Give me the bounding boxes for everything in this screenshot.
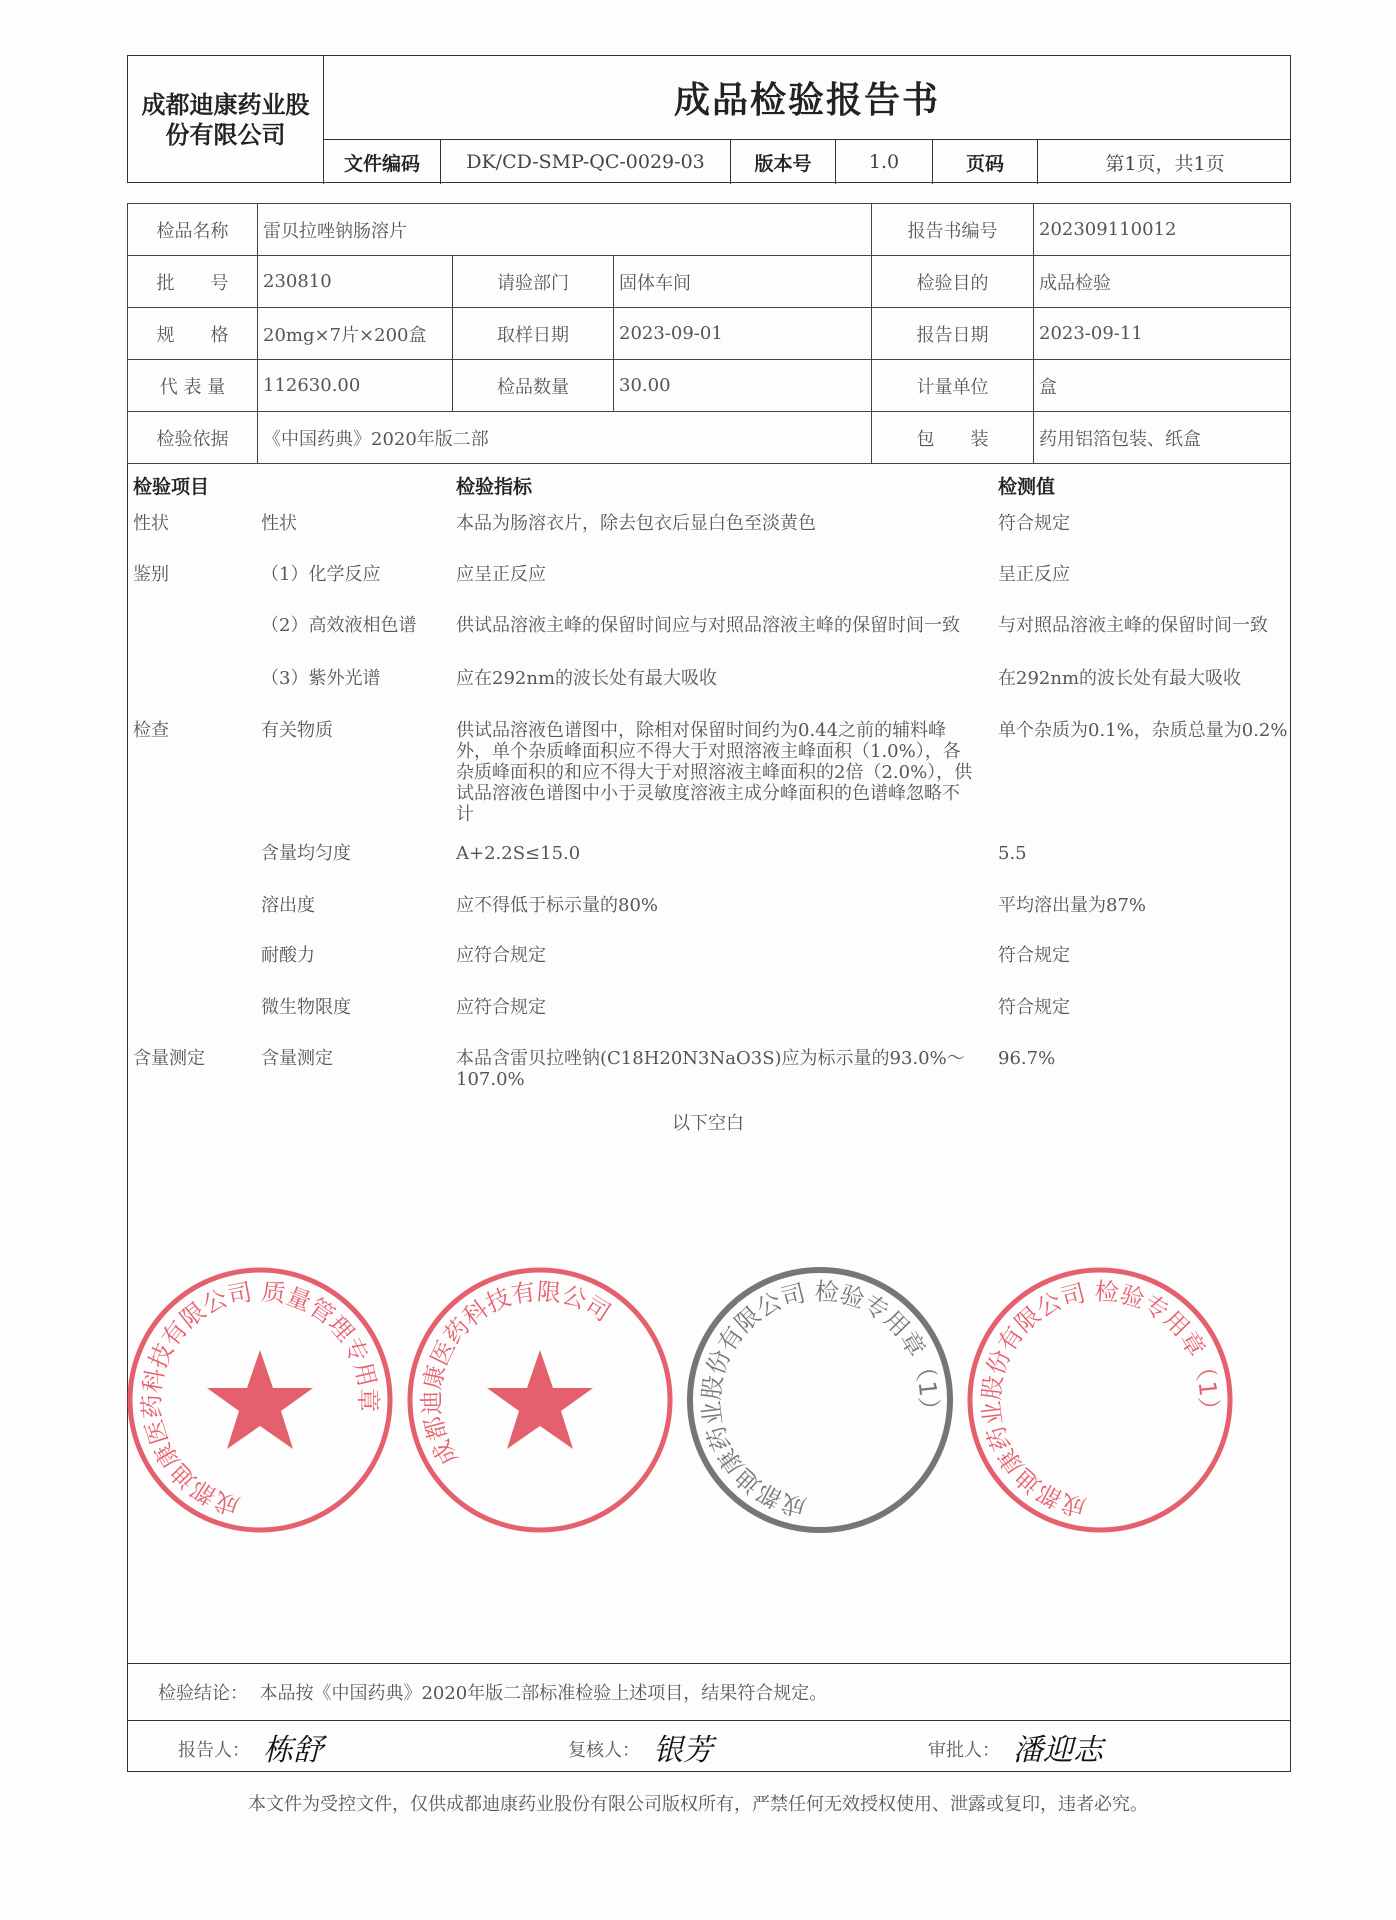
- report-no-label: 报告书编号: [872, 204, 1034, 256]
- sample-qty: 30.00: [614, 360, 872, 412]
- approver-label: 审批人：: [928, 1740, 1000, 1761]
- result-category: 含量测定: [133, 1048, 205, 1069]
- document-header: [127, 55, 1291, 183]
- stamp-left-text: 成都迪康医药科技有限公司 质量管理专用章: [137, 1277, 383, 1520]
- result-value: 单个杂质为0.1%，杂质总量为0.2%: [998, 720, 1288, 741]
- batch: 230810: [258, 256, 453, 308]
- result-value: 呈正反应: [998, 564, 1070, 585]
- result-standard: 本品为肠溶衣片，除去包衣后显白色至淡黄色: [456, 513, 816, 534]
- version-label: 版本号: [731, 140, 836, 184]
- result-subitem: 有关物质: [261, 720, 333, 741]
- result-subitem: 耐酸力: [261, 945, 315, 966]
- spec: 20mg×7片×200盒: [258, 308, 453, 360]
- unit: 盒: [1034, 360, 1291, 412]
- result-subitem: 含量均匀度: [261, 843, 351, 864]
- result-value: 5.5: [998, 843, 1027, 864]
- purpose: 成品检验: [1034, 256, 1291, 308]
- result-value: 平均溶出量为87%: [998, 895, 1147, 916]
- product-name: 雷贝拉唑钠肠溶片: [258, 204, 872, 256]
- doc-code: DK/CD-SMP-QC-0029-03: [441, 140, 731, 184]
- result-standard: 应符合规定: [456, 945, 546, 966]
- purpose-label: 检验目的: [872, 256, 1034, 308]
- reporter-signature: 栋舒: [263, 1733, 323, 1768]
- result-subitem: （2）高效液相色谱: [261, 615, 417, 636]
- page-number: 第1页，共1页: [1105, 152, 1225, 175]
- result-subitem: 微生物限度: [261, 997, 351, 1018]
- sample-date: 2023-09-01: [614, 308, 872, 360]
- batch-label: 批 号: [128, 256, 258, 308]
- report-date: 2023-09-11: [1034, 308, 1291, 360]
- end-note: 以下空白: [672, 1113, 744, 1134]
- reviewer-label: 复核人：: [568, 1740, 640, 1761]
- result-value: 符合规定: [998, 945, 1070, 966]
- qty-label: 代 表 量: [128, 360, 258, 412]
- result-subitem: 性状: [261, 513, 297, 534]
- qty: 112630.00: [258, 360, 453, 412]
- col-header-standard: 检验指标: [456, 476, 533, 498]
- stamp-right-text: 成都迪康药业股份有限公司 检验专用章（1）: [977, 1277, 1223, 1522]
- stamp-middle-text: 成都迪康医药科技有限公司: [417, 1277, 616, 1470]
- result-subitem: （1）化学反应: [261, 564, 381, 585]
- pack: 药用铝箔包装、纸盒: [1034, 412, 1291, 464]
- result-subitem: 含量测定: [261, 1048, 333, 1069]
- result-standard: 本品含雷贝拉唑钠(C18H20N3NaO3S)应为标示量的93.0%～107.0%: [456, 1048, 965, 1090]
- doc-code-label: 文件编码: [324, 140, 441, 184]
- result-category: 鉴别: [133, 564, 169, 585]
- pack-label: 包 装: [872, 412, 1034, 464]
- info-table: [127, 203, 1291, 464]
- result-value: 符合规定: [998, 997, 1070, 1018]
- dept-label: 请验部门: [453, 256, 614, 308]
- result-value: 与对照品溶液主峰的保留时间一致: [998, 615, 1268, 636]
- dept: 固体车间: [614, 256, 872, 308]
- result-standard: A+2.2S≤15.0: [456, 843, 581, 864]
- result-subitem: （3）紫外光谱: [261, 668, 381, 689]
- result-value: 96.7%: [998, 1048, 1056, 1069]
- conclusion-text: 本品按《中国药典》2020年版二部标准检验上述项目，结果符合规定。: [259, 1683, 828, 1704]
- results-section: [127, 463, 1291, 1663]
- col-header-value: 检测值: [998, 476, 1056, 498]
- sample-qty-label: 检品数量: [453, 360, 614, 412]
- result-value: 符合规定: [998, 513, 1070, 534]
- sample-date-label: 取样日期: [453, 308, 614, 360]
- document-title: 成品检验报告书: [324, 56, 1290, 140]
- report-date-label: 报告日期: [872, 308, 1034, 360]
- conclusion-row: [127, 1663, 1291, 1720]
- spec-label: 规 格: [128, 308, 258, 360]
- conclusion-label: 检验结论：: [158, 1683, 248, 1704]
- result-category: 检查: [133, 720, 169, 741]
- product-name-label: 检品名称: [128, 204, 258, 256]
- result-subitem: 溶出度: [261, 895, 315, 916]
- result-standard: 应不得低于标示量的80%: [456, 895, 659, 916]
- result-standard: 应在292nm的波长处有最大吸收: [456, 668, 718, 689]
- basis: 《中国药典》2020年版二部: [258, 412, 872, 464]
- result-category: 性状: [133, 513, 169, 534]
- col-header-item: 检验项目: [133, 476, 210, 498]
- reviewer-signature: 银芳: [653, 1733, 713, 1768]
- company-name: 成都迪康药业股份有限公司: [128, 56, 324, 184]
- result-standard: 应符合规定: [456, 997, 546, 1018]
- page-label: 页码: [933, 140, 1038, 184]
- version: 1.0: [836, 140, 933, 184]
- signature-row: [127, 1720, 1291, 1772]
- unit-label: 计量单位: [872, 360, 1034, 412]
- reporter-label: 报告人：: [178, 1740, 250, 1761]
- result-standard: 供试品溶液色谱图中，除相对保留时间约为0.44之前的辅料峰外，单个杂质峰面积应不得大于对照溶液主峰面积（1.0%），各杂质峰面积的和应不得大于对照溶液主峰面积的2倍（2.0%），供试品溶液色谱图中小于灵敏度溶液主成分峰面积的色谱峰忽略不计: [456, 720, 973, 825]
- approver-signature: 潘迎志: [1013, 1733, 1103, 1768]
- basis-label: 检验依据: [128, 412, 258, 464]
- result-standard: 供试品溶液主峰的保留时间应与对照品溶液主峰的保留时间一致: [456, 615, 960, 636]
- result-value: 在292nm的波长处有最大吸收: [998, 668, 1242, 689]
- stamp-gray-text: 成都迪康药业股份有限公司 检验专用章（1）: [697, 1277, 943, 1522]
- footer-notice: 本文件为受控文件，仅供成都迪康药业股份有限公司版权所有，严禁任何无效授权使用、泄露或复印，违者必究。: [248, 1794, 1148, 1815]
- result-standard: 应呈正反应: [456, 564, 546, 585]
- report-no: 202309110012: [1034, 204, 1291, 256]
